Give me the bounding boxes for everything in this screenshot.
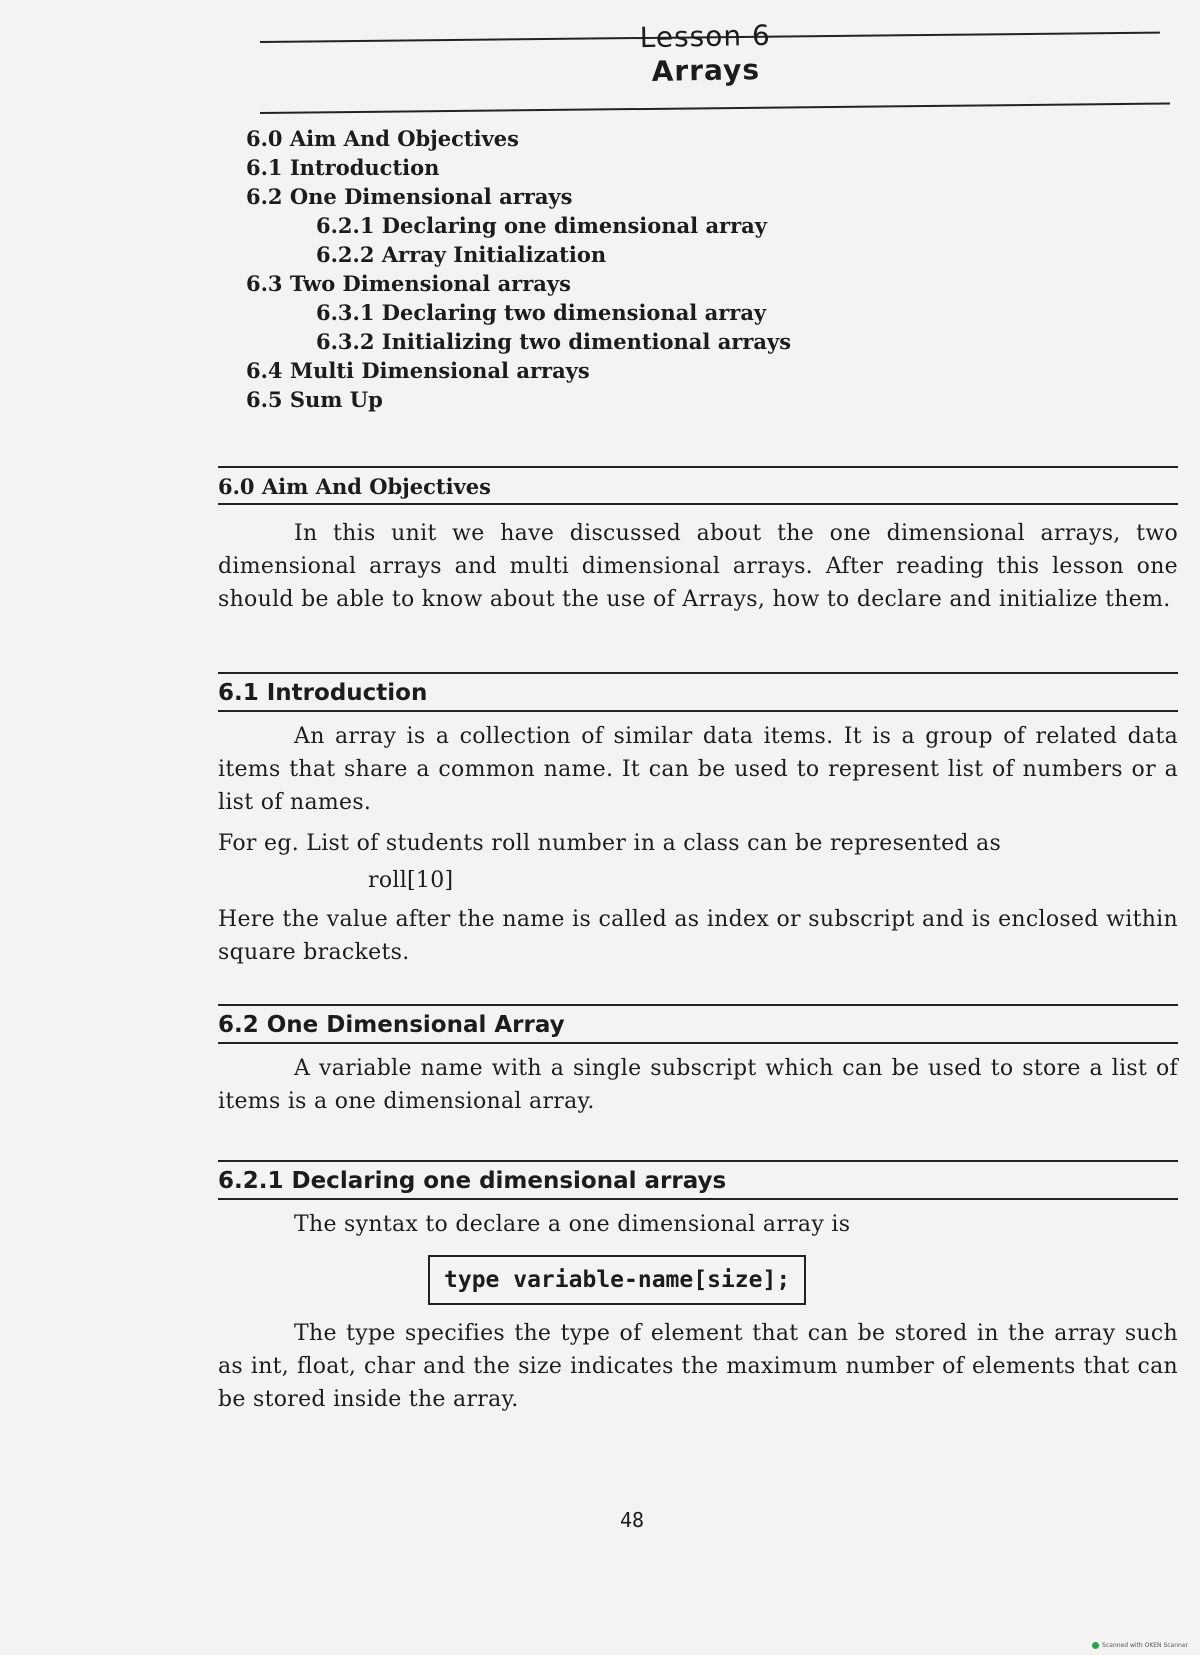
section-one-dimensional	[218, 1004, 1178, 1118]
section-heading: 6.2.1 Declaring one dimensional arrays	[218, 1160, 1178, 1200]
section-heading: 6.2 One Dimensional Array	[218, 1004, 1178, 1044]
lesson-title-block	[639, 19, 771, 89]
section-introduction	[218, 672, 1178, 969]
toc-subitem: 6.2.1 Declaring one dimensional array	[316, 213, 767, 238]
toc-item: 6.3 Two Dimensional arrays	[246, 271, 571, 296]
syntax-box: type variable-name[size];	[428, 1255, 806, 1305]
table-of-contents	[246, 124, 791, 414]
section-paragraph: Here the value after the name is called as index or subscript and is enclosed within square brackets.	[218, 907, 1178, 965]
page-number: 48	[620, 1508, 645, 1532]
toc-item: 6.1 Introduction	[246, 155, 440, 180]
section-paragraph: In this unit we have discussed about the one dimensional arrays, two dimensional arrays and multi dimensional arrays. After reading this lesson one should be able to know about the use of Arrays, how to declare and initialize them.	[218, 521, 1178, 612]
section-paragraph: The syntax to declare a one dimensional array is	[294, 1212, 851, 1237]
toc-subitem: 6.3.1 Declaring two dimensional array	[316, 300, 767, 325]
section-heading: 6.0 Aim And Objectives	[218, 466, 1178, 505]
section-heading: 6.1 Introduction	[218, 672, 1178, 712]
scanner-text: Scanned with OKEN Scanner	[1102, 1642, 1188, 1649]
toc-subitem: 6.3.2 Initializing two dimentional arrays	[316, 329, 792, 354]
section-paragraph: An array is a collection of similar data items. It is a group of related data items that share a common name. It can be used to represent list of numbers or a list of names.	[218, 724, 1178, 815]
header-rule-bottom	[260, 102, 1170, 114]
lesson-title: Arrays	[651, 53, 761, 88]
section-declaring	[218, 1160, 1178, 1416]
scanner-logo-icon	[1092, 1642, 1099, 1649]
scanner-watermark	[1092, 1642, 1188, 1649]
section-aim	[218, 466, 1178, 616]
section-paragraph: A variable name with a single subscript which can be used to store a list of items is a one dimensional array.	[218, 1056, 1178, 1114]
lesson-header	[260, 14, 1180, 124]
toc-item: 6.2 One Dimensional arrays	[246, 184, 573, 209]
example-expression: roll[10]	[368, 868, 454, 893]
toc-item: 6.4 Multi Dimensional arrays	[246, 358, 590, 383]
section-paragraph: For eg. List of students roll number in a class can be represented as	[218, 831, 1002, 856]
toc-item: 6.5 Sum Up	[246, 387, 383, 412]
toc-subitem: 6.2.2 Array Initialization	[316, 242, 607, 267]
lesson-number: Lesson 6	[639, 18, 772, 55]
toc-item: 6.0 Aim And Objectives	[246, 126, 519, 151]
section-paragraph: The type specifies the type of element that can be stored in the array such as int, float, char and the size indicates the maximum number of elements that can be stored inside the array.	[218, 1321, 1178, 1412]
